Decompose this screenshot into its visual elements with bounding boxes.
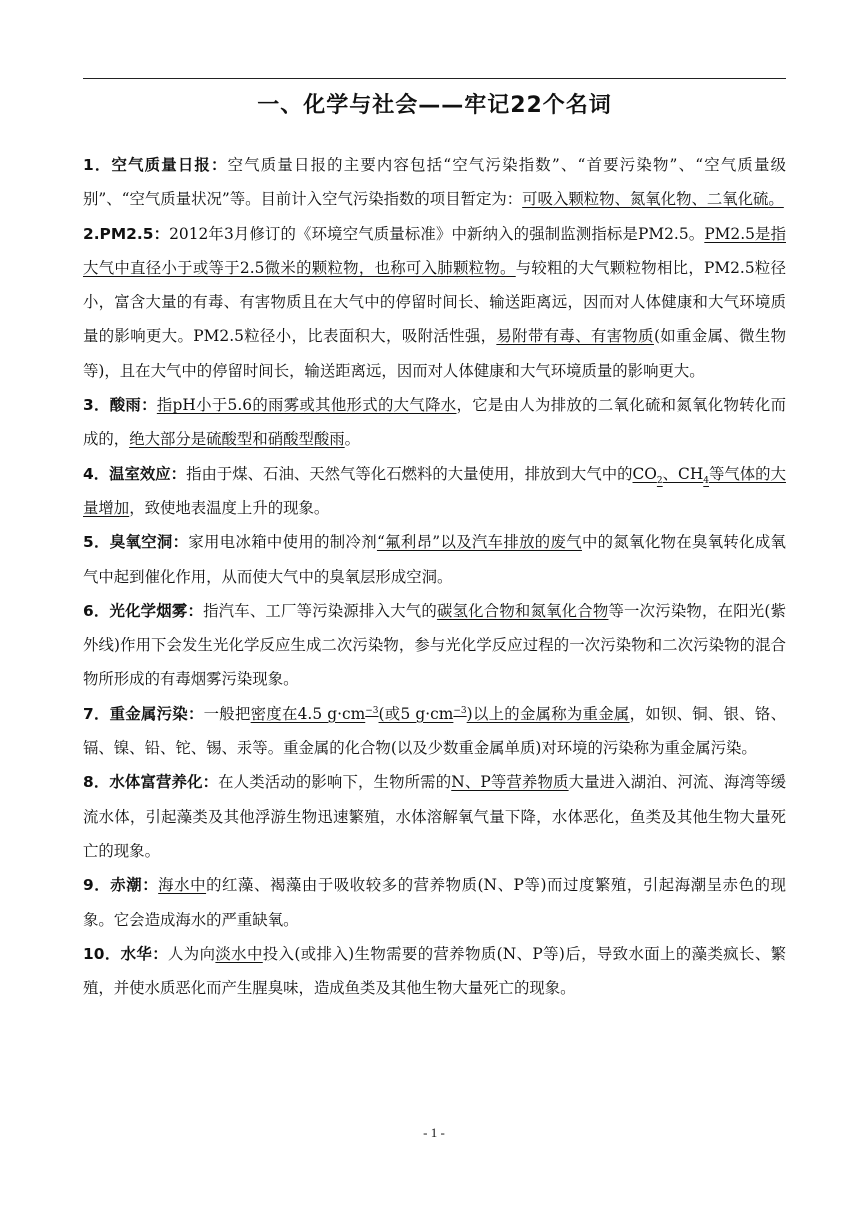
definition-text: ，它是由人为排放的二氧化硫和氮氧化物转化而成的， [83, 396, 786, 449]
underlined-text: 等气体的大量增加 [83, 464, 786, 517]
underlined-text: 指pH小于5.6的雨雾或其他形式的大气降水 [156, 396, 457, 415]
definition-text: 。 [344, 430, 361, 449]
definition-text: 人为向 [168, 944, 216, 963]
definition-text: 的红藻、褐藻由于吸收较多的营养物质(N、P等)而过度繁殖，引起海潮呈赤色的现象。它会造成海水的严重缺氧。 [83, 876, 786, 929]
page-title: 一、化学与社会——牢记22个名词 [257, 93, 612, 118]
underlined-text: )以上的金属称为重金属 [466, 704, 630, 723]
definition-text: 指由于煤、石油、天然气等化石燃料的大量使用，排放到大气中的 [186, 464, 633, 483]
underlined-text: CO [632, 464, 657, 483]
definition-term: 8．水体富营养化： [83, 773, 219, 792]
underlined-text: 淡水中 [215, 944, 263, 963]
definition-term: 4．温室效应： [83, 464, 187, 483]
page-number: - 1 - [423, 1125, 445, 1140]
definition-text: ，致使地表温度上升的现象。 [129, 498, 330, 517]
definition-text: (如重金属、微生物等)，且在大气中的停留时间长，输送距离远，因而对人体健康和大气环境质量的影响更大。 [83, 327, 786, 380]
underlined-text: 密度在4.5 g·cm [250, 704, 366, 723]
definition-term: 6．光化学烟雾： [83, 601, 204, 620]
underlined-text: 2 [656, 475, 663, 486]
underlined-text: PM2.5是指大气中直径小于或等于2.5微米的颗粒物，也称可入肺颗粒物。 [83, 224, 786, 277]
underlined-text: 海水中 [158, 876, 207, 895]
underlined-text: −3 [453, 705, 467, 716]
definition-entry [83, 594, 786, 697]
underlined-text: −3 [365, 705, 379, 716]
definition-term: 1．空气质量日报： [83, 156, 228, 174]
definition-text: 指汽车、工厂等污染源排入大气的 [203, 601, 437, 620]
underlined-text: 、CH [662, 464, 704, 483]
definition-entry [83, 937, 786, 1006]
underlined-text: “氟利昂”以及汽车排放的废气 [376, 533, 582, 552]
definition-entry [83, 697, 786, 766]
definition-term: 9．赤潮： [83, 876, 159, 895]
definition-term: 3．酸雨： [83, 396, 157, 415]
definition-entry [83, 457, 786, 526]
definition-text: 大量进入湖泊、河流、海湾等缓流水体，引起藻类及其他浮游生物迅速繁殖，水体溶解氧气量下降，水体恶化，鱼类及其他生物大量死亡的现象。 [83, 773, 786, 860]
definition-text: 空气质量日报的主要内容包括“空气污染指数”、“首要污染物”、“空气质量级别”、“空气质量状况”等。目前计入空气污染指数的项目暂定为： [83, 156, 786, 209]
definition-entry [83, 148, 786, 217]
definition-term: 7．重金属污染： [83, 704, 204, 723]
header-rule [83, 78, 786, 79]
definitions-list [83, 148, 786, 1005]
definition-text: 家用电冰箱中使用的制冷剂 [188, 533, 377, 552]
definition-term: 2.PM2.5： [83, 224, 170, 243]
definition-text: 与较粗的大气颗粒物相比，PM2.5粒径小，富含大量的有毒、有害物质且在大气中的停留时间长、输送距离远，因而对人体健康和大气环境质量的影响更大。PM2.5粒径小，比表面积大，吸附活性强， [83, 258, 786, 346]
definition-entry [83, 388, 786, 457]
definition-text: 在人类活动的影响下，生物所需的 [218, 773, 452, 792]
definition-term: 10．水华： [83, 944, 168, 963]
definition-entry [83, 765, 786, 868]
definition-text: 2012年3月修订的《环境空气质量标准》中新纳入的强制监测指标是PM2.5。 [169, 224, 705, 243]
definition-entry [83, 525, 786, 594]
definition-entry [83, 217, 786, 388]
underlined-text: N、P等营养物质 [451, 773, 569, 792]
definition-text: 一般把 [203, 704, 251, 723]
underlined-text: 4 [703, 475, 709, 486]
definition-text: 等一次污染物，在阳光(紫外线)作用下会发生光化学反应生成二次污染物，参与光化学反应过程的一次污染物和二次污染物的混合物所形成的有毒烟雾污染现象。 [83, 601, 786, 689]
definition-text: ，如钡、铜、银、铬、镉、镍、铅、铊、锡、汞等。重金属的化合物(以及少数重金属单质)对环境的污染称为重金属污染。 [83, 704, 786, 758]
underlined-text: (或5 g·cm [378, 704, 454, 723]
underlined-text: 可吸入颗粒物、氮氧化物、二氧化硫。 [522, 190, 784, 209]
definition-text: 中的氮氧化物在臭氧转化成氧气中起到催化作用，从而使大气中的臭氧层形成空洞。 [83, 533, 786, 586]
underlined-text: 碳氢化合物和氮氧化合物 [436, 601, 609, 620]
definition-entry [83, 868, 786, 937]
underlined-text: 易附带有毒、有害物质 [496, 327, 654, 346]
underlined-text: 绝大部分是硫酸型和硝酸型酸雨 [129, 430, 345, 449]
definition-term: 5．臭氧空洞： [83, 533, 189, 552]
definition-text: 投入(或排入)生物需要的营养物质(N、P等)后，导致水面上的藻类疯长、繁殖，并使水质恶化而产生腥臭味，造成鱼类及其他生物大量死亡的现象。 [83, 944, 786, 998]
